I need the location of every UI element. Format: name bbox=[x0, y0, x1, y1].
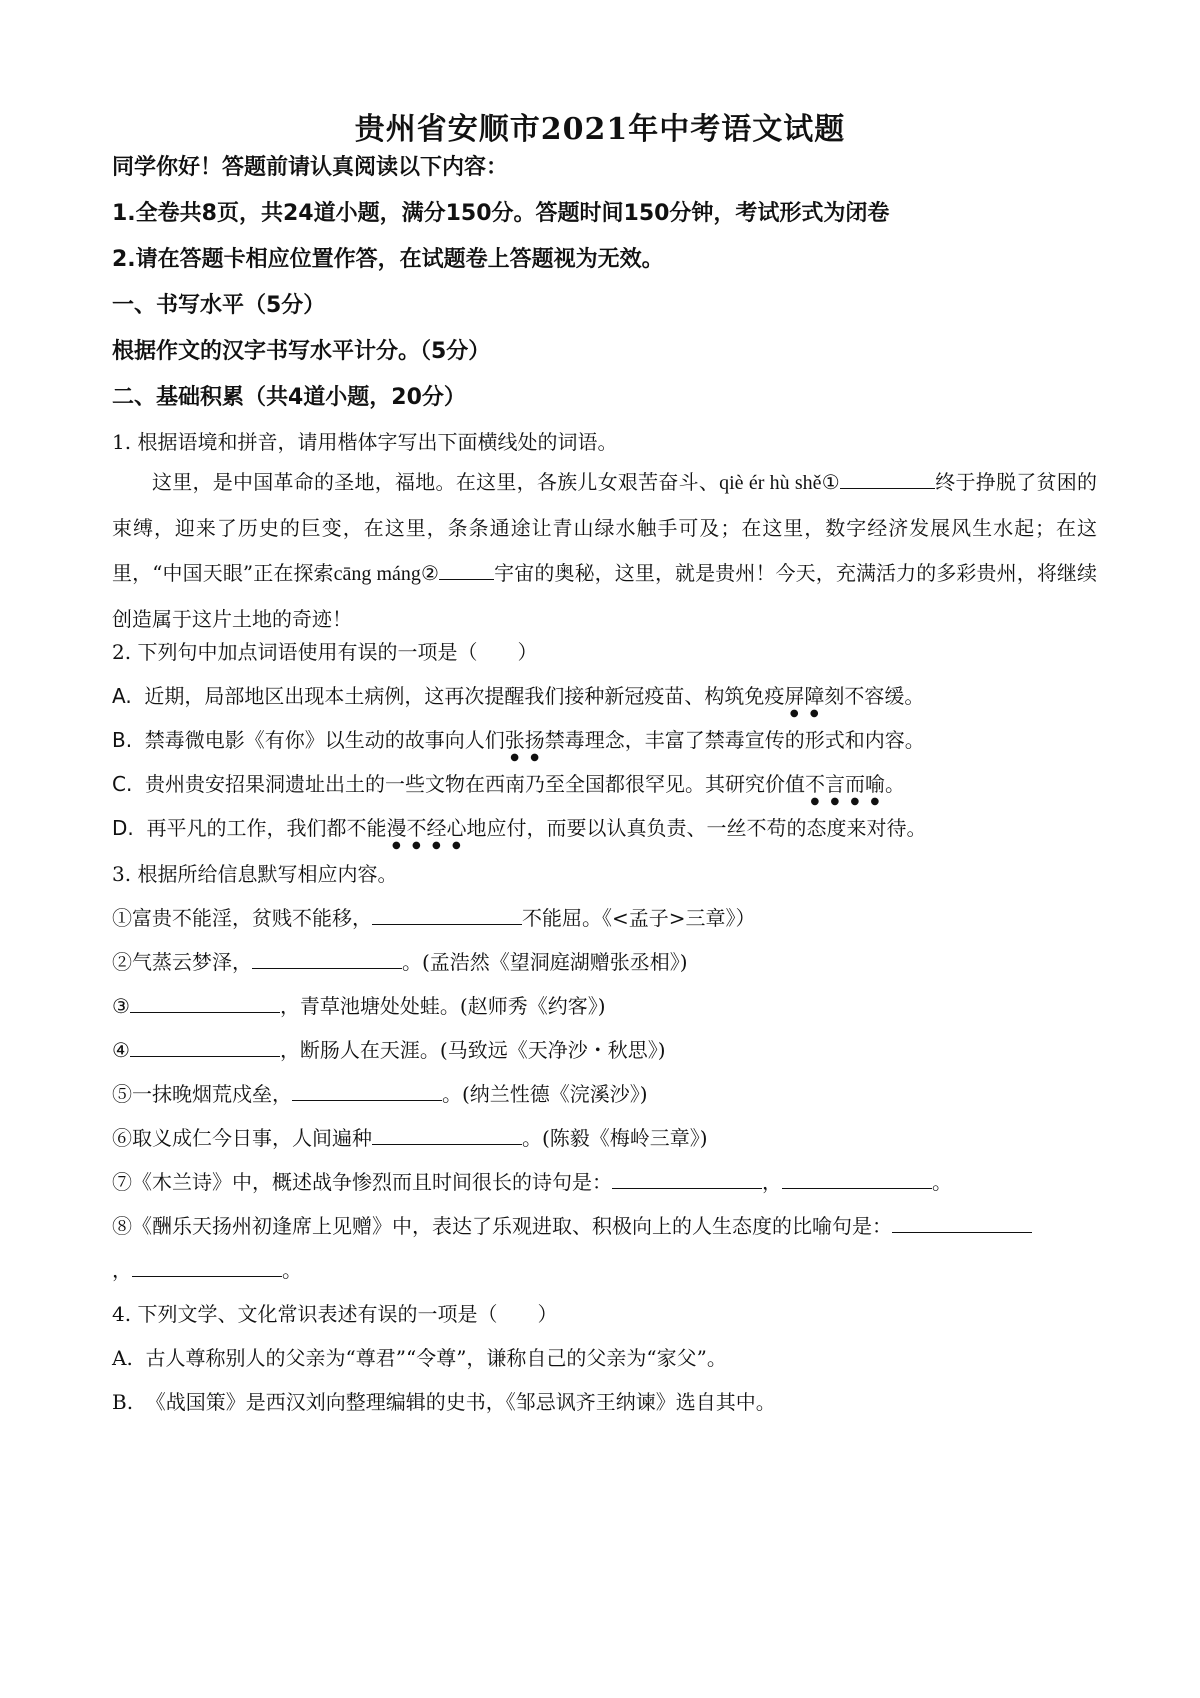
section1-heading: 一、书写水平（5分） bbox=[112, 293, 326, 318]
q3-item-5-source: 。(纳兰性德《浣溪沙》) bbox=[442, 1082, 648, 1106]
q1-answer-blank-1[interactable] bbox=[840, 466, 935, 489]
q3-item-4 bbox=[112, 1034, 666, 1063]
q4-option-a-text: 古人尊称别人的父亲为“尊君”“令尊”，谦称自己的父亲为“家父”。 bbox=[145, 1346, 727, 1370]
q3-item-1-source: 不能屈。《<孟子>三章》） bbox=[522, 906, 756, 930]
q3-item-4-prompt: ④ bbox=[112, 1038, 130, 1062]
q3-item-6-source: 。(陈毅《梅岭三章》) bbox=[522, 1126, 708, 1150]
q3-item-1-blank[interactable] bbox=[372, 902, 522, 925]
q2-option-d-text-end: 地应付，而要以认真负责、一丝不苟的态度来对待。 bbox=[466, 816, 927, 840]
section2-heading: 二、基础积累（共4道小题，20分） bbox=[112, 385, 466, 410]
q3-item-3-blank[interactable] bbox=[130, 990, 280, 1013]
q3-item-8-cont bbox=[112, 1254, 302, 1283]
q2-option-d-text: 再平凡的工作，我们都不能 bbox=[146, 816, 387, 840]
q3-item-5-prompt: ⑤一抹晚烟荒戍垒， bbox=[112, 1082, 292, 1106]
q3-item-2-prompt: ②气蒸云梦泽， bbox=[112, 950, 252, 974]
q2-option-b-text-end: 禁毒理念，丰富了禁毒宣传的形式和内容。 bbox=[544, 728, 925, 752]
q3-item-6 bbox=[112, 1122, 708, 1151]
intro-rule-2: 2.请在答题卡相应位置作答，在试题卷上答题视为无效。 bbox=[112, 247, 664, 272]
q2-option-d[interactable] bbox=[112, 812, 926, 851]
q2-option-a-text: 近期，局部地区出现本土病例，这再次提醒我们接种新冠疫苗、构筑免疫 bbox=[144, 684, 785, 708]
q2-option-d-label: D. bbox=[112, 816, 134, 840]
q1-passage bbox=[112, 460, 1097, 642]
q1-passage-part3: 宇宙的奥秘，这里，就是贵州！今天，充满活力的多彩贵州，将继续创造属于这片土地的奇迹！ bbox=[112, 561, 1098, 631]
q3-item-7-end: 。 bbox=[932, 1170, 952, 1194]
q1-marker-2: ② bbox=[420, 561, 440, 585]
q3-item-1-prompt: ①富贵不能淫，贫贱不能移， bbox=[112, 906, 372, 930]
q2-option-c-text: 贵州贵安招果洞遗址出土的一些文物在西南乃至全国都很罕见。其研究价值 bbox=[145, 772, 806, 796]
q3-item-1 bbox=[112, 902, 756, 931]
q2-option-b-dotted: 张扬 bbox=[504, 728, 545, 752]
q3-item-4-source: ，断肠人在天涯。(马致远《天净沙・秋思》) bbox=[279, 1038, 666, 1062]
q3-item-3-prompt: ③ bbox=[112, 994, 130, 1018]
q2-stem: 2. 下列句中加点词语使用有误的一项是（ ） bbox=[112, 640, 538, 664]
q3-item-3-source: ，青草池塘处处蛙。(赵师秀《约客》) bbox=[279, 994, 606, 1018]
q1-pinyin-1: qiè ér hù shě bbox=[719, 472, 822, 494]
page-title: 贵州省安顺市2021年中考语文试题 bbox=[354, 112, 846, 147]
q3-item-7-blank-1[interactable] bbox=[612, 1166, 762, 1189]
q3-item-8-prompt: ⑧《酬乐天扬州初逢席上见赠》中，表达了乐观进取、积极向上的人生态度的比喻句是： bbox=[112, 1214, 892, 1238]
q3-item-8-blank-1[interactable] bbox=[892, 1210, 1032, 1233]
q3-item-8-end: 。 bbox=[282, 1258, 302, 1282]
q1-stem: 1. 根据语境和拼音，请用楷体字写出下面横线处的词语。 bbox=[112, 430, 618, 454]
intro-rule-1: 1.全卷共8页，共24道小题，满分150分。答题时间150分钟，考试形式为闭卷 bbox=[112, 201, 890, 226]
section1-text: 根据作文的汉字书写水平计分。（5分） bbox=[112, 339, 491, 364]
q4-option-b[interactable] bbox=[112, 1386, 776, 1415]
q3-item-5 bbox=[112, 1078, 648, 1107]
q3-item-6-prompt: ⑥取义成仁今日事，人间遍种 bbox=[112, 1126, 372, 1150]
q3-item-2 bbox=[112, 946, 688, 975]
q2-option-a-dotted: 屏障 bbox=[784, 684, 825, 708]
q2-option-a-label: A. bbox=[112, 684, 132, 708]
q1-passage-part1: 这里，是中国革命的圣地，福地。在这里，各族儿女艰苦奋斗、 bbox=[152, 470, 720, 494]
q1-answer-blank-2[interactable] bbox=[439, 557, 494, 580]
q2-option-a-text-end: 刻不容缓。 bbox=[824, 684, 925, 708]
q4-stem: 4. 下列文学、文化常识表述有误的一项是（ ） bbox=[112, 1302, 558, 1326]
q2-option-c[interactable] bbox=[112, 768, 905, 807]
q3-item-2-blank[interactable] bbox=[252, 946, 402, 969]
q4-option-b-label: B. bbox=[112, 1390, 134, 1414]
q4-option-b-text: 《战国策》是西汉刘向整理编辑的史书，《邹忌讽齐王纳谏》选自其中。 bbox=[145, 1390, 776, 1414]
q2-option-b-text: 禁毒微电影《有你》以生动的故事向人们 bbox=[144, 728, 505, 752]
q3-item-7 bbox=[112, 1166, 952, 1195]
q4-option-a[interactable] bbox=[112, 1342, 727, 1371]
q3-item-2-source: 。(孟浩然《望洞庭湖赠张丞相》) bbox=[402, 950, 688, 974]
q3-item-7-sep: ， bbox=[762, 1170, 782, 1194]
q3-item-4-blank[interactable] bbox=[130, 1034, 280, 1057]
q2-option-d-dotted: 漫不经心 bbox=[386, 816, 467, 840]
q3-item-7-blank-2[interactable] bbox=[782, 1166, 932, 1189]
q3-item-5-blank[interactable] bbox=[292, 1078, 442, 1101]
q3-item-7-prompt: ⑦《木兰诗》中，概述战争惨烈而且时间很长的诗句是： bbox=[112, 1170, 612, 1194]
q1-passage-part2: 终于挣脱了贫困的束缚，迎来了历史的巨变，在这里，条条通途让青山绿水触手可及；在这里，数字经济发展风生水起；在这里，“中国天眼”正在探索 bbox=[112, 470, 1098, 585]
q1-marker-1: ① bbox=[821, 470, 840, 494]
q3-item-8 bbox=[112, 1210, 1032, 1239]
q2-option-b[interactable] bbox=[112, 724, 925, 763]
q3-stem: 3. 根据所给信息默写相应内容。 bbox=[112, 862, 398, 886]
q2-option-c-label: C. bbox=[112, 772, 133, 796]
intro-greeting: 同学你好！答题前请认真阅读以下内容： bbox=[112, 155, 509, 180]
q2-option-b-label: B. bbox=[112, 728, 133, 752]
q2-option-a[interactable] bbox=[112, 680, 924, 719]
q3-item-8-blank-2[interactable] bbox=[132, 1254, 282, 1277]
q3-item-3 bbox=[112, 990, 606, 1019]
q4-option-a-label: A. bbox=[112, 1346, 133, 1370]
q1-pinyin-2: cāng máng bbox=[333, 563, 421, 585]
q2-option-c-dotted: 不言而喻 bbox=[805, 772, 886, 796]
q3-item-8-sep: ， bbox=[112, 1258, 132, 1282]
q2-option-c-text-end: 。 bbox=[885, 772, 906, 796]
q3-item-6-blank[interactable] bbox=[372, 1122, 522, 1145]
